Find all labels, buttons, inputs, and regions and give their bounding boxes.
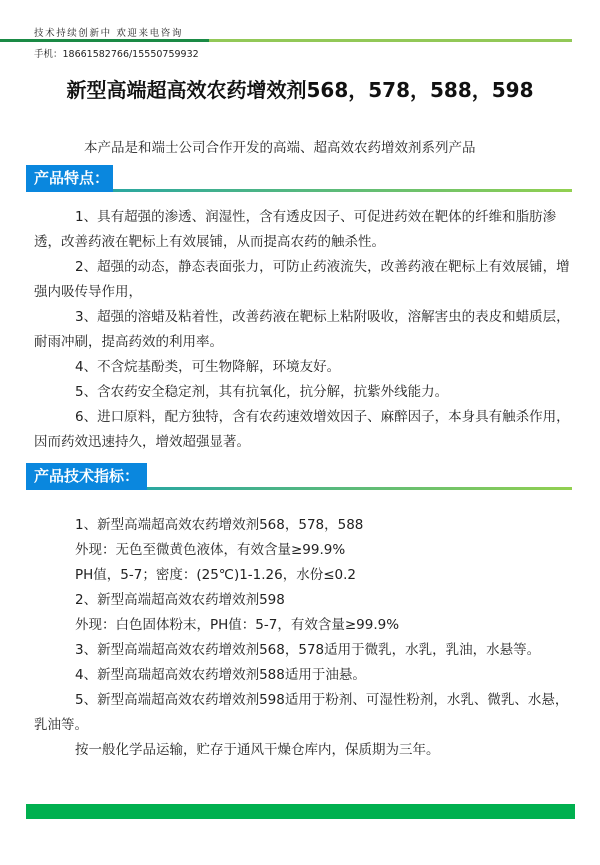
spec-item-5: 5、新型高端超高效农药增效剂598适用于粉剂、可湿性粉剂，水乳、微乳、水悬，乳油等。 <box>34 692 569 733</box>
feature-item-4: 4、不含烷基酚类，可生物降解，环境友好。 <box>75 359 341 375</box>
spec-appearance-2: 外现：白色固体粉末，PH值：5-7，有效含量≥99.9% <box>75 617 400 633</box>
spec-item-1: 1、新型高端超高效农药增效剂568，578，588 <box>75 517 364 533</box>
page-title: 新型高端超高效农药增效剂568，578，588，598 <box>66 78 534 102</box>
features-list <box>34 205 570 455</box>
intro-text: 本产品是和端士公司合作开发的高端、超高效农药增效剂系列产品 <box>84 140 476 156</box>
spec-item-4: 4、新型高瑞超高效农药增效剂588适用于油悬。 <box>75 667 366 683</box>
spec-item-3: 3、新型高端超高效农药增效剂568，578适用于微乳，水乳，乳油，水悬等。 <box>75 642 541 658</box>
feature-item-2: 2、超强的动态，静态表面张力，可防止药液流失，改善药液在靶标上有效展铺，增强内吸传导作用， <box>34 259 570 300</box>
header-divider-light <box>209 39 572 42</box>
footer-bar <box>26 804 575 819</box>
spec-storage: 按一般化学品运输，贮存于通风干燥仓库内，保质期为三年。 <box>75 742 440 758</box>
feature-item-6: 6、进口原料，配方独特，含有农药速效增效因子、麻醉因子，本身具有触杀作用，因而药效迅速持久，增效超强显著。 <box>34 409 570 450</box>
section-divider-features <box>113 189 572 192</box>
spec-ph-density: PH值，5-7；密度：(25℃)1-1.26，水份≤0.2 <box>75 567 357 583</box>
spec-item-2: 2、新型高端超高效农药增效剂598 <box>75 592 285 608</box>
header-phone: 手机：18661582766/15550759932 <box>34 49 199 60</box>
header-slogan: 技术持续创新中 欢迎来电咨询 <box>34 28 183 39</box>
section-heading-specs: 产品技术指标： <box>26 463 147 490</box>
section-divider-specs <box>147 487 572 490</box>
specs-list <box>34 513 570 763</box>
feature-item-1: 1、具有超强的渗透、润湿性，含有透皮因子、可促进药效在靶体的纤维和脂肪渗透，改善药液在靶标上有效展铺，从而提高农药的触杀性。 <box>34 209 557 250</box>
header-divider-dark <box>0 39 209 42</box>
spec-appearance-1: 外现：无色至微黄色液体，有效含量≥99.9% <box>75 542 346 558</box>
section-heading-features: 产品特点： <box>26 165 113 192</box>
feature-item-5: 5、含农药安全稳定剂，其有抗氧化，抗分解，抗紫外线能力。 <box>75 384 449 400</box>
feature-item-3: 3、超强的溶蜡及粘着性，改善药液在靶标上粘附吸收，溶解害虫的表皮和蜡质层，耐雨冲刷，提高药效的利用率。 <box>34 309 570 350</box>
